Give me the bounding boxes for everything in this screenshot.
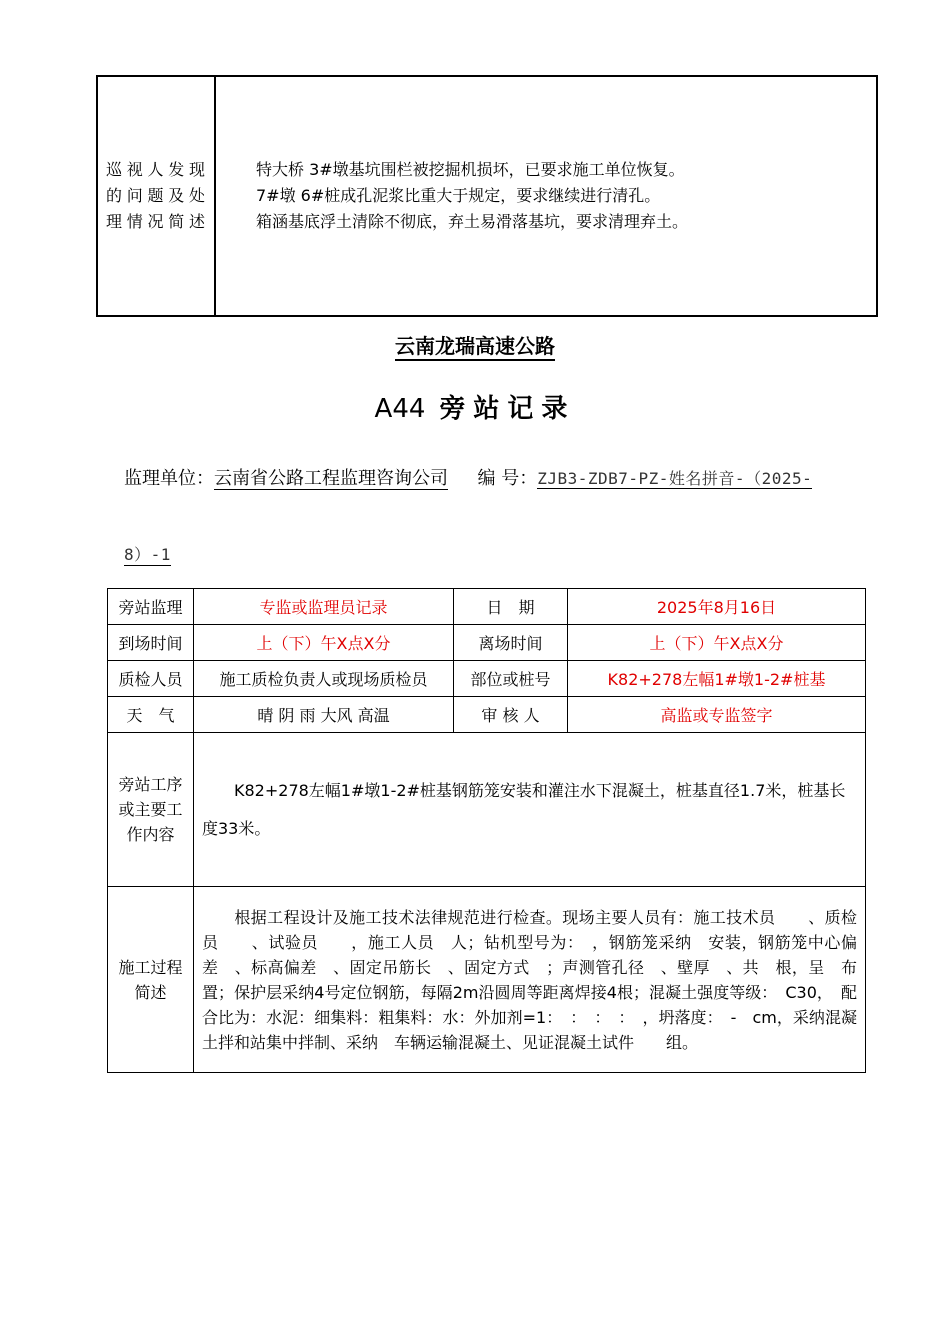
issue-line: 特大桥 3#墩基坑围栏被挖掘机损坏，已要求施工单位恢复。: [256, 160, 685, 179]
cell-value: K82+278左幅1#墩1-2#桩基: [568, 661, 866, 697]
supervisor-value: 云南省公路工程监理咨询公司: [214, 468, 448, 489]
meta-line: [124, 464, 812, 490]
process-label: 施工过程简述: [108, 887, 194, 1073]
work-content: K82+278左幅1#墩1-2#桩基钢筋笼安装和灌注水下混凝土，桩基直径1.7米，桩基长度33米。: [194, 733, 866, 887]
cell-label: 审 核 人: [454, 697, 568, 733]
issue-line: 箱涵基底浮土清除不彻底，弃土易滑落基坑，要求清理弃土。: [256, 212, 689, 231]
number-value-cont: 8）-1: [124, 542, 171, 566]
record-table: [107, 588, 866, 1073]
cell-label: 到场时间: [108, 625, 194, 661]
process-content: 根据工程设计及施工技术法律规范进行检查。现场主要人员有：施工技术员 、质检员 、试验员 ，施工人员 人；钻机型号为： ，钢筋笼采纳 安装，钢筋笼中心偏差 、标高偏差 、固定吊筋长 、固定方式 ；声测管孔径 、壁厚 、共 根，呈 布置；保护层采纳4号定位钢筋，每隔2m沿圆周等距离焊接4根；混凝土强度等级： C30， 配合比为：水泥：细集料：粗集料：水：外加剂=1： ： ： ： ，坍落度： - cm，采纳混凝土拌和站集中拌制、采纳 车辆运输混凝土、见证混凝土试件 组。: [194, 887, 866, 1073]
cell-value: 专监或监理员记录: [194, 589, 454, 625]
cell-label: 日 期: [454, 589, 568, 625]
project-name: 云南龙瑞高速公路: [0, 330, 950, 359]
number-value: ZJB3-ZDB7-PZ-姓名拼音-（2025-: [537, 469, 813, 488]
cell-value: 高监或专监签字: [568, 697, 866, 733]
cell-value: 上（下）午X点X分: [194, 625, 454, 661]
form-title: [0, 388, 950, 425]
form-code: A44: [374, 394, 426, 424]
work-label: 旁站工序或主要工作内容: [108, 733, 194, 887]
patrol-issues-content: [215, 76, 877, 316]
cell-label: 旁站监理: [108, 589, 194, 625]
cell-label: 部位或桩号: [454, 661, 568, 697]
supervisor-label: 监理单位：: [124, 468, 214, 489]
cell-label: 质检人员: [108, 661, 194, 697]
form-name: 旁站记录: [439, 394, 576, 424]
issue-line: 7#墩 6#桩成孔泥浆比重大于规定，要求继续进行清孔。: [256, 186, 661, 205]
patrol-issues-table: [96, 75, 878, 317]
cell-label: 天 气: [108, 697, 194, 733]
cell-value: 晴 阴 雨 大风 高温: [194, 697, 454, 733]
number-label: 编 号：: [477, 468, 538, 489]
patrol-issues-label: 巡视人发现的问题及处理情况简述: [97, 76, 215, 316]
cell-value: 2025年8月16日: [568, 589, 866, 625]
cell-value: 施工质检负责人或现场质检员: [194, 661, 454, 697]
cell-label: 离场时间: [454, 625, 568, 661]
cell-value: 上（下）午X点X分: [568, 625, 866, 661]
